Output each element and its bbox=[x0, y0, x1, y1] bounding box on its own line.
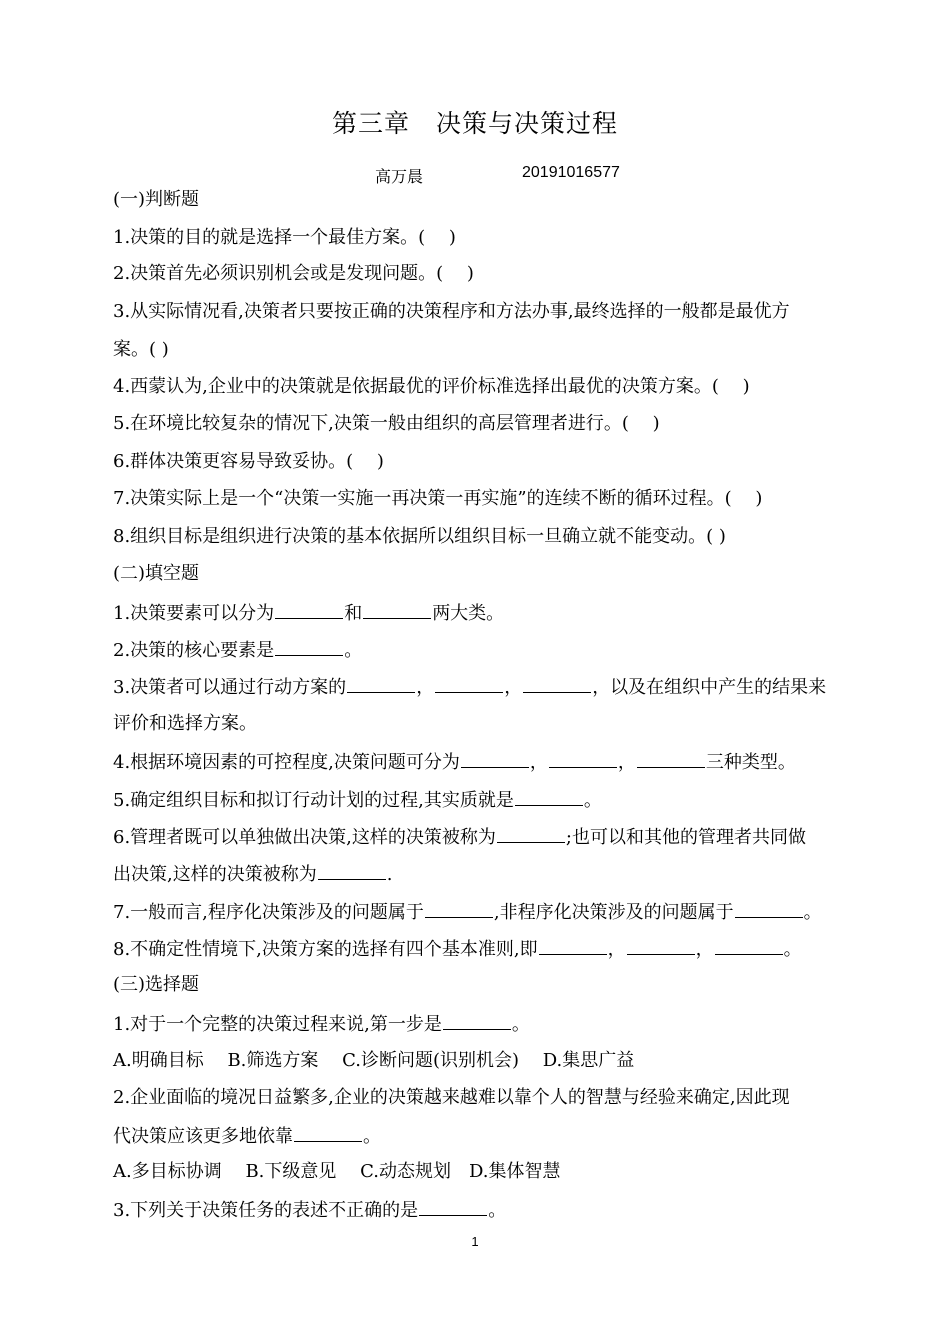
line-text: ;也可以和其他的管理者共同做 bbox=[565, 827, 806, 848]
fill-blank bbox=[637, 749, 705, 768]
line-text: 两大类。 bbox=[432, 603, 505, 624]
line-text: ， bbox=[416, 677, 435, 698]
line-text: 4.根据环境因素的可控程度,决策问题可分为 bbox=[113, 752, 460, 773]
text-line bbox=[113, 338, 843, 362]
line-text: 。 bbox=[783, 939, 802, 960]
line-text: 。 bbox=[344, 640, 363, 661]
text-line bbox=[113, 749, 843, 775]
fill-blank bbox=[461, 749, 529, 768]
line-text: (一)判断题 bbox=[113, 189, 200, 210]
text-line bbox=[113, 1197, 843, 1223]
text-line bbox=[113, 562, 843, 586]
fill-blank bbox=[275, 600, 343, 619]
line-text: ， bbox=[695, 939, 714, 960]
student-id: 20191016577 bbox=[522, 164, 620, 181]
text-line bbox=[113, 525, 843, 549]
line-text: 7.决策实际上是一个“决策一实施一再决策一再实施”的连续不断的循环过程。( ) bbox=[113, 488, 763, 509]
line-text: 8.组织目标是组织进行决策的基本依据所以组织目标一旦确立就不能变动。( ) bbox=[113, 526, 726, 547]
fill-blank bbox=[515, 787, 583, 806]
line-text: 2.决策首先必须识别机会或是发现问题。( ) bbox=[113, 263, 474, 284]
text-line bbox=[113, 1160, 843, 1184]
text-line bbox=[113, 600, 843, 626]
text-line bbox=[113, 936, 843, 962]
text-line bbox=[113, 188, 843, 212]
text-line bbox=[113, 450, 843, 474]
text-line bbox=[113, 1049, 843, 1073]
fill-blank bbox=[523, 674, 591, 693]
page-title: 第三章 决策与决策过程 bbox=[331, 109, 618, 138]
text-line bbox=[113, 412, 843, 436]
text-line bbox=[113, 787, 843, 813]
fill-blank bbox=[549, 749, 617, 768]
text-line bbox=[113, 637, 843, 663]
line-text: 5.确定组织目标和拟订行动计划的过程,其实质就是 bbox=[113, 790, 514, 811]
text-line bbox=[113, 300, 843, 324]
line-text: ， bbox=[607, 939, 626, 960]
fill-blank bbox=[435, 674, 503, 693]
line-text: 1.决策要素可以分为 bbox=[113, 603, 275, 624]
line-text: 3.从实际情况看,决策者只要按正确的决策程序和方法办事,最终选择的一般都是最优方 bbox=[113, 301, 790, 322]
line-text: ， bbox=[529, 752, 548, 773]
line-text: 评价和选择方案。 bbox=[113, 713, 257, 734]
text-line bbox=[113, 899, 843, 925]
text-line bbox=[113, 262, 843, 286]
text-line bbox=[113, 1011, 843, 1037]
page-number: 1 bbox=[471, 1234, 479, 1249]
text-line bbox=[113, 674, 843, 700]
fill-blank bbox=[318, 861, 386, 880]
line-text: 。 bbox=[803, 902, 822, 923]
line-text: ， bbox=[504, 677, 523, 698]
line-text: 7.一般而言,程序化决策涉及的问题属于 bbox=[113, 902, 424, 923]
line-text: (三)选择题 bbox=[113, 974, 200, 995]
text-line bbox=[113, 1086, 843, 1110]
fill-blank bbox=[715, 936, 783, 955]
fill-blank bbox=[294, 1123, 362, 1142]
line-text: 三种类型。 bbox=[705, 752, 796, 773]
line-text: 3.决策者可以通过行动方案的 bbox=[113, 677, 347, 698]
line-text: A.明确目标 B.筛选方案 C.诊断问题(识别机会) D.集思广益 bbox=[113, 1050, 635, 1071]
line-text: 。 bbox=[511, 1014, 530, 1035]
author-name: 高万晨 bbox=[375, 167, 424, 186]
line-text: 3.下列关于决策任务的表述不正确的是 bbox=[113, 1200, 419, 1221]
line-text: 。 bbox=[363, 1126, 381, 1147]
text-line bbox=[113, 973, 843, 997]
line-text: 1.对于一个完整的决策过程来说,第一步是 bbox=[113, 1014, 442, 1035]
line-text: A.多目标协调 B.下级意见 C.动态规划 D.集体智慧 bbox=[113, 1161, 561, 1182]
line-text: 2.企业面临的境况日益繁多,企业的决策越来越难以靠个人的智慧与经验来确定,因此现 bbox=[113, 1087, 790, 1108]
line-text: 代决策应该更多地依靠 bbox=[113, 1126, 293, 1147]
text-line bbox=[113, 487, 843, 511]
line-text: 2.决策的核心要素是 bbox=[113, 640, 275, 661]
line-text: . bbox=[386, 864, 393, 885]
text-line bbox=[113, 861, 843, 887]
fill-blank bbox=[735, 899, 803, 918]
line-text: ， bbox=[617, 752, 636, 773]
fill-blank bbox=[627, 936, 695, 955]
fill-blank bbox=[443, 1011, 511, 1030]
line-text: 4.西蒙认为,企业中的决策就是依据最优的评价标准选择出最优的决策方案。( ) bbox=[113, 376, 750, 397]
fill-blank bbox=[539, 936, 607, 955]
line-text: 6.群体决策更容易导致妥协。( ) bbox=[113, 451, 384, 472]
line-text: 。 bbox=[488, 1200, 507, 1221]
fill-blank bbox=[363, 600, 431, 619]
line-text: (二)填空题 bbox=[113, 563, 200, 584]
text-line bbox=[113, 824, 843, 850]
text-line bbox=[113, 712, 843, 736]
line-text: 案。( ) bbox=[113, 339, 169, 360]
text-line bbox=[113, 226, 843, 250]
line-text: 。 bbox=[583, 790, 602, 811]
line-text: 6.管理者既可以单独做出决策,这样的决策被称为 bbox=[113, 827, 496, 848]
text-line bbox=[113, 375, 843, 399]
line-text: ,非程序化决策涉及的问题属于 bbox=[493, 902, 734, 923]
line-text: ，以及在组织中产生的结果来 bbox=[592, 677, 827, 698]
fill-blank bbox=[497, 824, 565, 843]
text-line bbox=[113, 1123, 843, 1149]
fill-blank bbox=[425, 899, 493, 918]
line-text: 和 bbox=[344, 603, 363, 624]
line-text: 8.不确定性情境下,决策方案的选择有四个基本准则,即 bbox=[113, 939, 538, 960]
line-text: 出决策,这样的决策被称为 bbox=[113, 864, 317, 885]
fill-blank bbox=[275, 637, 343, 656]
fill-blank bbox=[419, 1197, 487, 1216]
line-text: 5.在环境比较复杂的情况下,决策一般由组织的高层管理者进行。( ) bbox=[113, 413, 660, 434]
fill-blank bbox=[347, 674, 415, 693]
line-text: 1.决策的目的就是选择一个最佳方案。( ) bbox=[113, 227, 456, 248]
